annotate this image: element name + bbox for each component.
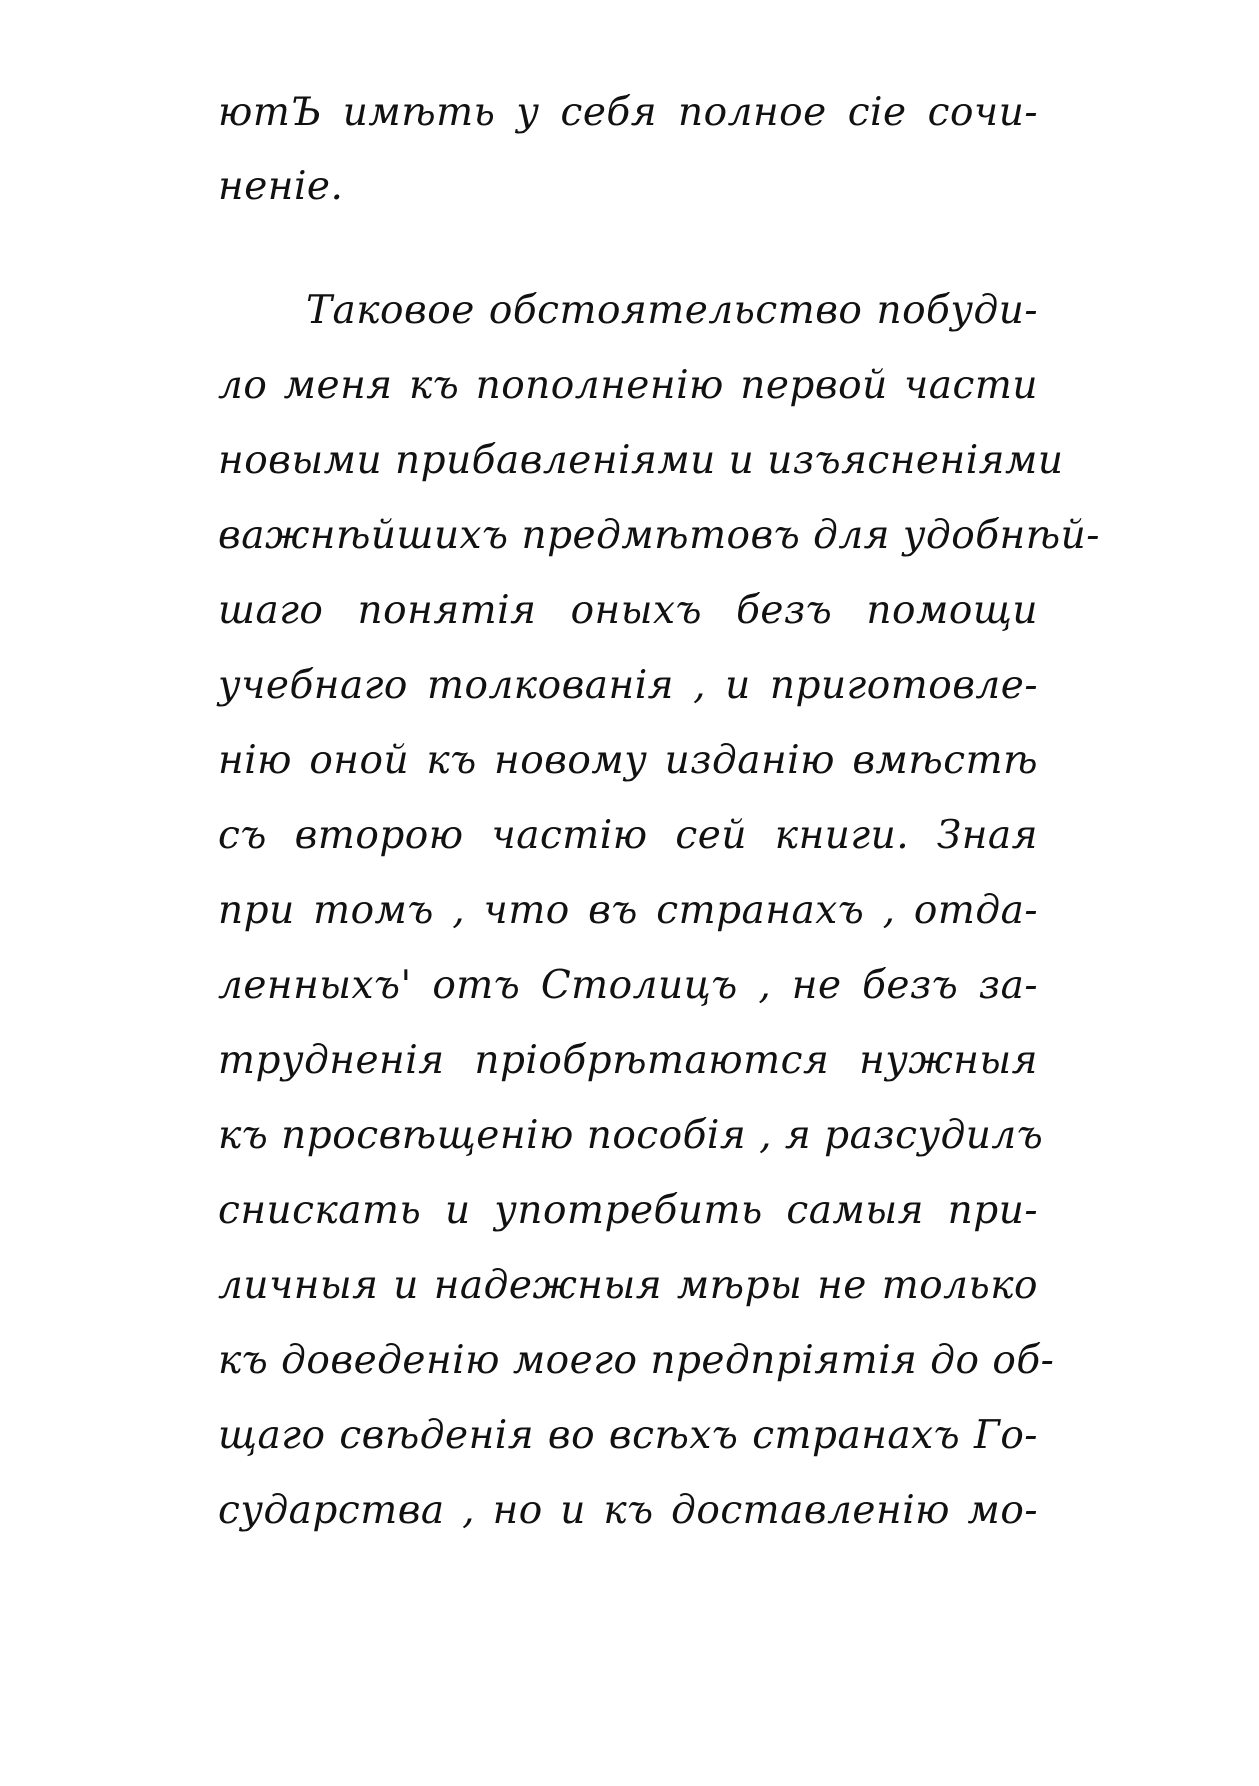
text-line: съ второю частiю сей книги. Зная (218, 813, 1038, 858)
text-line: щаго свѣденiя во всѣхъ странахъ Го- (218, 1413, 1038, 1458)
text-line: учебнаго толкованiя , и приготовле- (218, 663, 1038, 708)
text-line: сударства , но и къ доставленiю мо- (218, 1488, 1038, 1533)
text-line: къ просвѣщенiю пособiя , я разсудилъ (218, 1113, 1044, 1158)
text-line: важнѣйшихъ предмѣтовъ для удобнѣй- (218, 513, 1100, 558)
text-line: ненiе. (218, 164, 344, 209)
text-line: снискать и употребить самыя при- (218, 1188, 1038, 1233)
text-line: личныя и надежныя мѣры не только (218, 1263, 1038, 1308)
text-line: ленныхъ' отъ Столицъ , не безъ за- (218, 963, 1038, 1008)
text-line: трудненiя прiобрѣтаются нужныя (218, 1038, 1038, 1083)
text-line: Таковое обстоятельство побуди- (306, 288, 1038, 333)
text-line: новыми прибавленiями и изъясненiями (218, 438, 1064, 483)
text-line: къ доведенiю моего предпрiятiя до об- (218, 1338, 1055, 1383)
text-line: ютЪ имѣть у себя полное сiе сочи- (218, 90, 1038, 135)
text-line: ло меня къ пополненiю первой части (218, 363, 1038, 408)
text-line: шаго понятiя оныхъ безъ помощи (218, 588, 1038, 633)
text-line: при томъ , что въ странахъ , отда- (218, 888, 1038, 933)
text-line: нiю оной къ новому изданiю вмѣстѣ (218, 738, 1038, 783)
